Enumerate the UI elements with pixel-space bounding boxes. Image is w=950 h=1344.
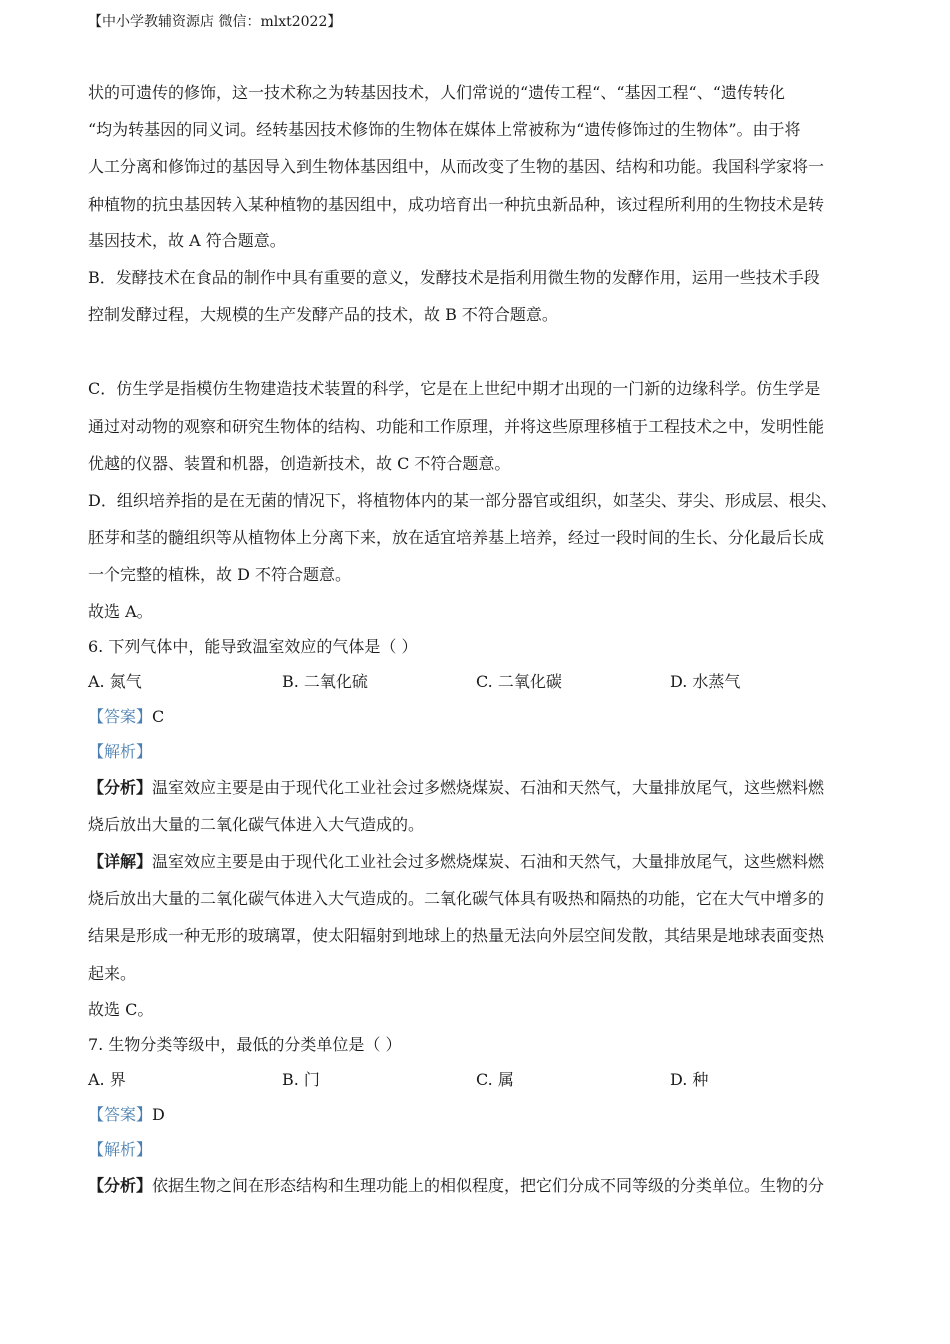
paragraph-gap [88, 333, 864, 370]
fenxi-tag: 【分析】 [88, 777, 153, 797]
q7-options [88, 1062, 864, 1097]
answer-tag: 【答案】 [88, 706, 153, 726]
q6-option-a: A. 氮气 [88, 671, 142, 691]
q5-a-line-3: 人工分离和修饰过的基因导入到生物体基因组中，从而改变了生物的基因、结构和功能。我国科学家将一 [88, 157, 825, 177]
q5-c-line-3: 优越的仪器、装置和机器，创造新技术，故 C 不符合题意。 [88, 453, 511, 473]
document-body [88, 74, 864, 1204]
q7-analysis-tag: 【解析】 [88, 1139, 153, 1159]
q6-option-c: C. 二氧化碳 [476, 671, 562, 691]
q6-xiangjie-line-3: 结果是形成一种无形的玻璃罩，使太阳辐射到地球上的热量无法向外层空间发散，其结果是地球表面变热 [88, 926, 825, 946]
q7-option-a: A. 界 [88, 1069, 126, 1089]
answer-value: D [152, 1104, 165, 1124]
q5-b-line-2: 控制发酵过程，大规模的生产发酵产品的技术，故 B 不符合题意。 [88, 305, 558, 325]
q6-fenxi-line-2: 烧后放出大量的二氧化碳气体进入大气造成的。 [88, 814, 425, 834]
q7-option-c: C. 属 [476, 1069, 514, 1089]
fenxi-text: 温室效应主要是由于现代化工业社会过多燃烧煤炭、石油和天然气，大量排放尾气，这些燃料燃 [152, 777, 825, 797]
q7-option-d: D. 种 [670, 1069, 709, 1089]
xiangjie-text: 温室效应主要是由于现代化工业社会过多燃烧煤炭、石油和天然气，大量排放尾气，这些燃料燃 [152, 852, 825, 872]
q5-d-line-1: D．组织培养指的是在无菌的情况下，将植物体内的某一部分器官或组织，如茎尖、芽尖、形成层、根尖、 [88, 491, 837, 511]
q6-fenxi-line-1 [88, 769, 864, 806]
q6-xiangjie-line-2: 烧后放出大量的二氧化碳气体进入大气造成的。二氧化碳气体具有吸热和隔热的功能，它在大气中增多的 [88, 889, 825, 909]
q5-a-line-1: 状的可遗传的修饰，这一技术称之为转基因技术，人们常说的“遗传工程“、“基因工程“、“遗传转化 [88, 83, 785, 102]
q5-d-line-3: 一个完整的植株，故 D 不符合题意。 [88, 565, 352, 585]
q6-options [88, 664, 864, 699]
fenxi-tag: 【分析】 [88, 1175, 153, 1195]
answer-value: C [152, 706, 165, 726]
q6-analysis-tag: 【解析】 [88, 741, 153, 761]
q5-c-line-2: 通过对动物的观察和研究生物体的结构、功能和工作原理，并将这些原理移植于工程技术之中，发明性能 [88, 416, 825, 436]
page-header: 【中小学教辅资源店 微信：mlxt2022】 [88, 14, 342, 30]
q6-stem: 6. 下列气体中，能导致温室效应的气体是（ ） [88, 636, 418, 656]
q7-stem: 7. 生物分类等级中，最低的分类单位是（ ） [88, 1034, 402, 1054]
q5-b-line-1: B．发酵技术在食品的制作中具有重要的意义，发酵技术是指利用微生物的发酵作用，运用一些技术手段 [88, 268, 820, 288]
q5-c-line-1: C．仿生学是指模仿生物建造技术装置的科学，它是在上世纪中期才出现的一门新的边缘科学。仿生学是 [88, 379, 821, 399]
q6-xiangjie-line-1 [88, 843, 864, 880]
q7-answer [88, 1097, 864, 1132]
q6-option-b: B. 二氧化硫 [282, 671, 368, 691]
q6-xiangjie-line-4: 起来。 [88, 963, 137, 983]
q7-fenxi-line-1 [88, 1167, 864, 1204]
q6-answer [88, 699, 864, 734]
q5-conclusion: 故选 A。 [88, 601, 153, 621]
q5-d-line-2: 胚芽和茎的髓组织等从植物体上分离下来，放在适宜培养基上培养，经过一段时间的生长、分化最后长成 [88, 528, 825, 548]
q5-a-line-2: “均为转基因的同义词。经转基因技术修饰的生物体在媒体上常被称为“遗传修饰过的生物体”。由于将 [88, 120, 801, 140]
q6-option-d: D. 水蒸气 [670, 671, 741, 691]
xiangjie-tag: 【详解】 [88, 852, 153, 872]
fenxi-text: 依据生物之间在形态结构和生理功能上的相似程度，把它们分成不同等级的分类单位。生物的分 [152, 1175, 825, 1195]
answer-tag: 【答案】 [88, 1104, 153, 1124]
q7-option-b: B. 门 [282, 1069, 320, 1089]
q5-a-line-5: 基因技术，故 A 符合题意。 [88, 230, 286, 250]
q5-a-line-4: 种植物的抗虫基因转入某种植物的基因组中，成功培育出一种抗虫新品种，该过程所利用的生物技术是转 [88, 194, 825, 214]
q6-conclusion: 故选 C。 [88, 999, 154, 1019]
